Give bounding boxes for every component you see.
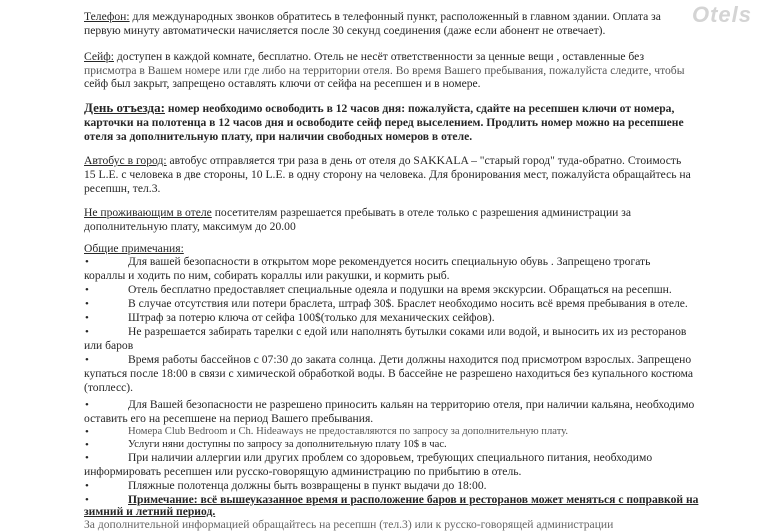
bullet-marker: • (85, 354, 89, 366)
bullet-marker: • (85, 480, 89, 492)
phone-label: Телефон: (84, 10, 130, 23)
bullet-marker: • (85, 284, 89, 296)
note-item-10-line-2: информировать ресепшен или русско-говорящую администрацию по прибытию в отель. (84, 465, 522, 478)
departure-label: День отъезда: (84, 100, 165, 115)
note-item-6-line-2: купаться после 18:00 в связи с химической обработкой воды. В бассейне не разрешено находиться без купального костюма (84, 367, 694, 380)
visitors-label: Не проживающим в отеле (84, 206, 212, 219)
note-item-3-line-1: В случае отсутствия или потери браслета, штраф 30$. Браслет необходимо носить всё время пребывания в отеле. (128, 297, 688, 310)
bullet-marker: • (85, 312, 89, 324)
note-line-1: Примечание: всё вышеуказанное время и расположение баров и ресторанов может меняться с поправкой на (128, 493, 699, 506)
note-item-2-line-1: Отель бесплатно предоставляет специальные одеяла и подушки на время экскурсии. Обращаться на ресепшн. (128, 283, 672, 296)
note-item-11-line-1: Пляжные полотенца должны быть возвращены в пункт выдачи до 18:00. (128, 479, 487, 492)
note-item-5-line-2: или баров (84, 339, 134, 352)
bus-label: Автобус в город: (84, 154, 167, 167)
safe-line-1: Сейф: доступен в каждой комнате, бесплатно. Отель не несёт ответственности за ценные вещи , оставленные без (84, 50, 645, 63)
visitors-line-2: дополнительную плату, максимум до 20.00 (84, 220, 296, 233)
bullet-marker: • (85, 426, 89, 438)
safe-line-2: присмотра в Вашем номере или где либо на территории отеля. Во время Вашего пребывания, пожалуйста следите, чтобы (84, 64, 685, 77)
safe-label: Сейф: (84, 50, 114, 63)
bullet-marker: • (85, 494, 89, 506)
note-line-2: зимний и летний период. (84, 505, 216, 518)
departure-line-2: карточки на полотенца в 12 часов дня и освободите сейф перед выселением. Продлить номер можно на ресепшене (84, 116, 684, 129)
watermark-logo: Otels (691, 2, 752, 27)
note-item-1-line-1: Для вашей безопасности в открытом море рекомендуется носить специальную обувь . Запрещено трогать (128, 255, 651, 268)
note-item-8-line-1: Номера Club Bedroom и Ch. Hideaways не предоставляются по запросу за дополнительную плату. (128, 426, 569, 437)
note-item-6-line-3: (топлесс). (84, 381, 134, 394)
note-item-10-line-1: При наличии аллергии или других проблем со здоровьем, требующих специального питания, необходимо (128, 451, 653, 464)
bullet-marker: • (85, 326, 89, 338)
note-item-9-line-1: Услуги няни доступны по запросу за дополнительную плату 10$ в час. (128, 439, 447, 450)
bullet-marker: • (85, 452, 89, 464)
note-item-5-line-1: Не разрешается забирать тарелки с едой или наполнять бутылки соками или водой, и выносить их из ресторанов (128, 325, 687, 338)
note-item-4-line-1: Штраф за потерю ключа от сейфа 100$(только для механических сейфов). (128, 311, 495, 324)
bullet-marker: • (85, 256, 89, 268)
visitors-line-1: Не проживающим в отеле посетителям разрешается пребывать в отеле только с разрешения администрации за (84, 206, 631, 219)
departure-line-1: День отъезда: номер необходимо освободить в 12 часов дня: пожалуйста, сдайте на ресепшен ключи от номера, (84, 100, 675, 115)
safe-line-3: сейф был закрыт, запрещено оставлять ключи от сейфа на ресепшен и в номере. (84, 77, 481, 90)
note-item-7-line-1: Для Вашей безопасности не разрешено приносить кальян на территорию отеля, при наличии кальяна, необходимо (128, 398, 695, 411)
bullet-marker: • (85, 298, 89, 310)
bus-line-1: Автобус в город: автобус отправляется три раза в день от отеля до SAKKALA – "старый город" туда-обратно. Стоимость (84, 154, 682, 167)
phone-line-2: первую минуту автоматически начисляется после 30 секунд соединения (даже если абонент не отвечает). (84, 24, 606, 37)
note-item-1-line-2: кораллы и ходить по ним, собирать кораллы или ракушки, и кормить рыб. (84, 269, 450, 282)
note-item-7-line-2: оставить его на ресепшене на период Вашего пребывания. (84, 412, 374, 425)
note-label: Примечание: (128, 493, 198, 506)
note-item-6-line-1: Время работы бассейнов с 07:30 до заката солнца. Дети должны находится под присмотром взрослых. Запрещено (128, 353, 692, 366)
bullet-marker: • (85, 399, 89, 411)
phone-line-1: Телефон: для международных звонков обратитесь в телефонный пункт, расположенный в главном здании. Оплата за (84, 10, 661, 23)
bus-line-2: 15 L.E. с человека в две стороны, 10 L.E. в одну сторону на человека. Для бронирования мест, пожалуйста обращайтесь на (84, 168, 691, 181)
departure-line-3: отеля за дополнительную плату, при наличии свободных номеров в отеле. (84, 130, 473, 143)
bullet-marker: • (85, 439, 89, 451)
bus-line-3: ресепшн, тел.3. (84, 182, 161, 195)
general-heading: Общие примечания: (84, 242, 184, 255)
footer-cut-line: За дополнительной информацией обращайтесь на ресепшн (тел.3) или к русско-говорящей администрации (84, 518, 614, 531)
